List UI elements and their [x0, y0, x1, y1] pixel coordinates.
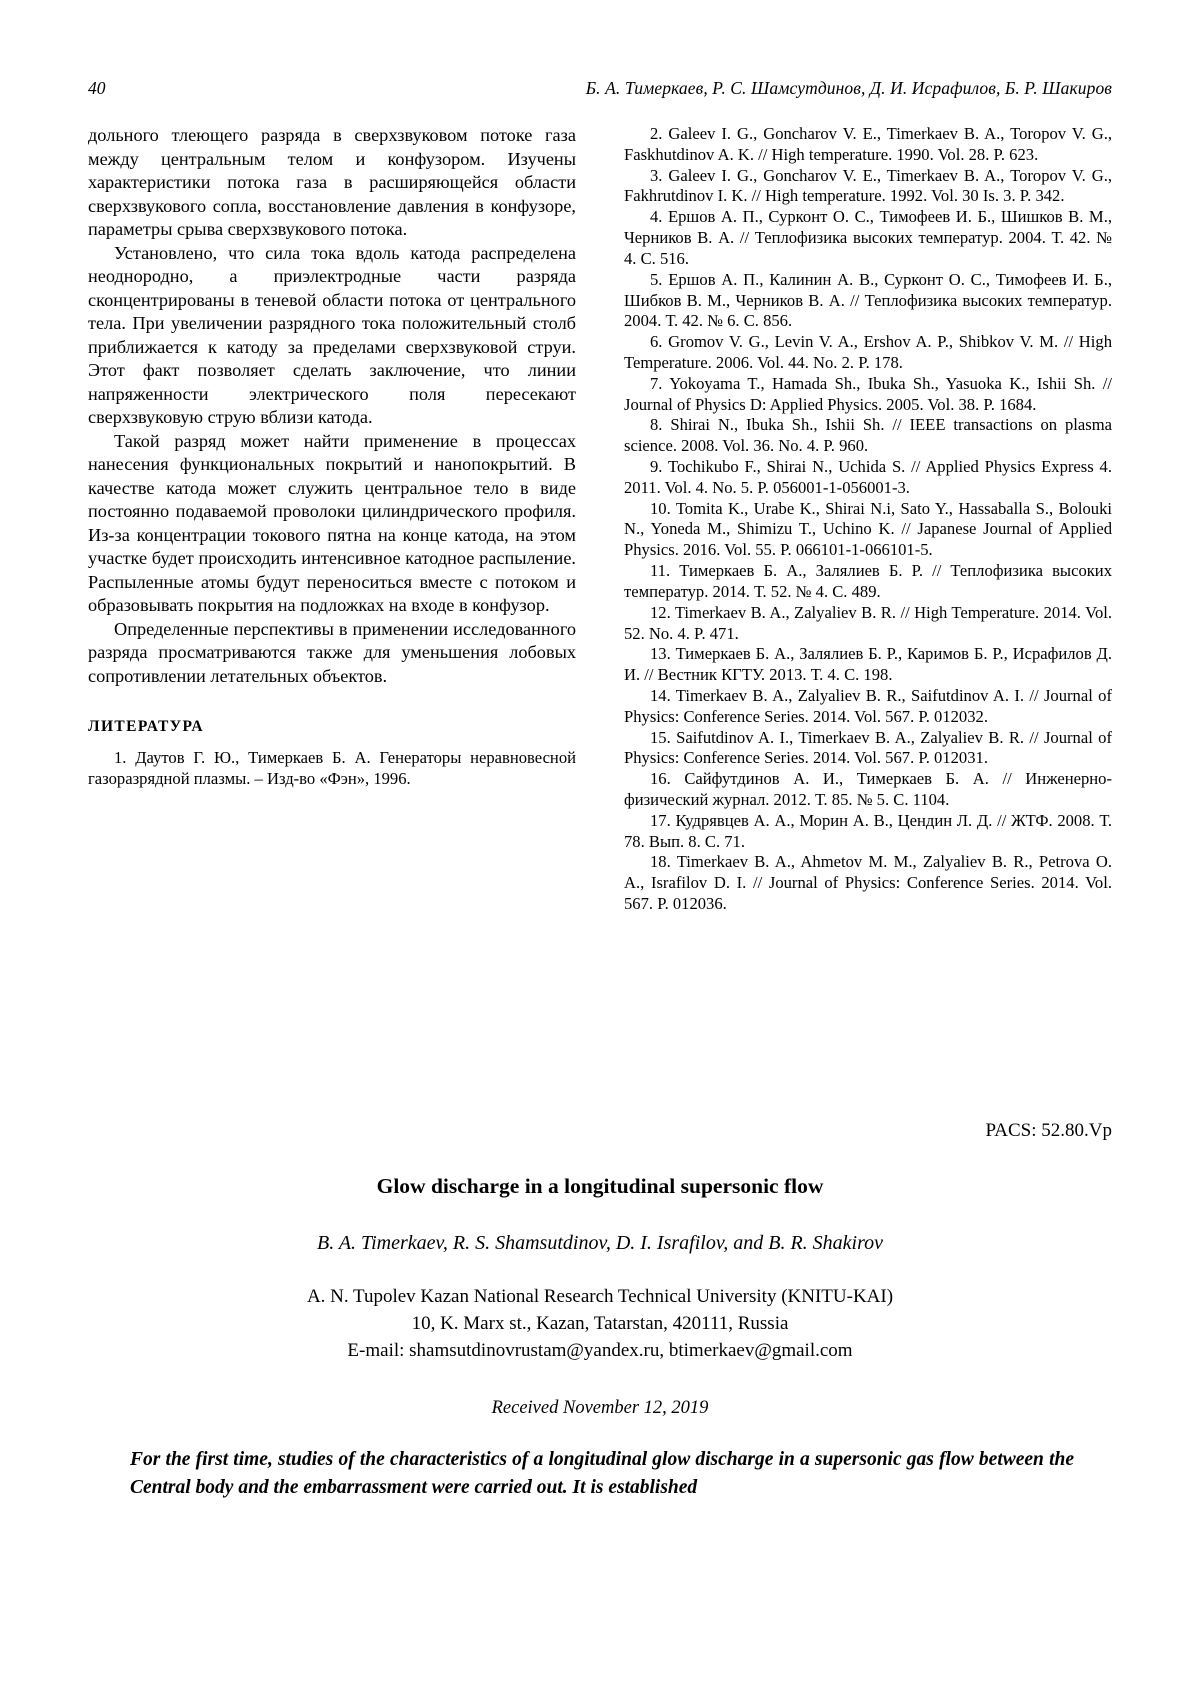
- reference-item: 7. Yokoyama T., Hamada Sh., Ibuka Sh., Yasuoka K., Ishii Sh. // Journal of Physics D: Applied Physics. 2005. Vol. 38. P. 1684.: [624, 373, 1112, 414]
- reference-item: 6. Gromov V. G., Levin V. A., Ershov A. P., Shibkov V. M. // High Temperature. 2006. Vol. 44. No. 2. P. 178.: [624, 332, 1112, 372]
- running-header: [88, 78, 1112, 99]
- paragraph: Установлено, что сила тока вдоль катода распределена неоднородно, а приэлектродные части разряда сконцентрированы в теневой области потока от центрального тела. При увеличении разрядного тока положительный столб приближается к катоду за пределами сверхзвуковой струи. Этот факт позволяет сделать заключение, что линии напряженности электрического поля пересекают сверхзвуковую струю вблизи катода.: [88, 242, 576, 427]
- reference-item: 18. Timerkaev B. A., Ahmetov M. M., Zalyaliev B. R., Petrova O. A., Israfilov D. I. // Journal of Physics: Conference Series. 2014. Vol. 567. P. 012036.: [624, 852, 1112, 914]
- reference-item: 17. Кудрявцев А. А., Морин А. В., Цендин Л. Д. // ЖТФ. 2008. Т. 78. Вып. 8. С. 71.: [624, 810, 1112, 851]
- reference-item: 5. Ершов А. П., Калинин А. В., Сурконт О. С., Тимофеев И. Б., Шибков В. М., Черников В. А. // Теплофизика высоких температур. 2004. Т. 42. № 6. С. 856.: [624, 269, 1112, 331]
- pacs-code: PACS: 52.80.Vp: [985, 1120, 1112, 1141]
- paragraph: дольного тлеющего разряда в сверхзвуковом потоке газа между центральным телом и конфузором. Изучены характеристики потока газа в расширяющейся области сверхзвукового сопла, восстановление давления в конфузоре, параметры срыва сверхзвукового потока.: [88, 125, 576, 239]
- reference-item: 1. Даутов Г. Ю., Тимеркаев Б. А. Генераторы неравновесной газоразрядной плазмы. – Изд-во «Фэн», 1996.: [88, 748, 576, 788]
- body-columns: [88, 124, 1112, 915]
- affiliation-line: 10, K. Marx st., Kazan, Tatarstan, 420111, Russia: [411, 1312, 789, 1334]
- reference-item: 11. Тимеркаев Б. А., Залялиев Б. Р. // Теплофизика высоких температур. 2014. Т. 52. № 4. С. 489.: [624, 561, 1112, 601]
- right-column: [624, 124, 1112, 915]
- affiliation-line: A. N. Tupolev Kazan National Research Technical University (KNITU-KAI): [306, 1286, 894, 1307]
- reference-item: 2. Galeev I. G., Goncharov V. E., Timerkaev B. A., Toropov V. G., Faskhutdinov A. K. // High temperature. 1990. Vol. 28. P. 623.: [624, 124, 1112, 164]
- english-authors: B. A. Timerkaev, R. S. Shamsutdinov, D. I. Israfilov, and B. R. Shakirov: [316, 1232, 884, 1254]
- reference-item: 16. Сайфутдинов А. И., Тимеркаев Б. А. // Инженерно-физический журнал. 2012. Т. 85. № 5. С. 1104.: [624, 769, 1112, 809]
- reference-item: 4. Ершов А. П., Сурконт О. С., Тимофеев И. Б., Шишков В. М., Черников В. А. // Теплофизика высоких температур. 2004. Т. 42. № 4. С. 516.: [624, 207, 1112, 268]
- english-title: Glow discharge in a longitudinal supersonic flow: [376, 1174, 824, 1198]
- reference-item: 12. Timerkaev B. A., Zalyaliev B. R. // High Temperature. 2014. Vol. 52. No. 4. P. 471.: [624, 602, 1112, 643]
- reference-item: 9. Tochikubo F., Shirai N., Uchida S. // Applied Physics Express 4. 2011. Vol. 4. No. 5. P. 056001-1-056001-3.: [624, 457, 1112, 497]
- reference-item: 8. Shirai N., Ibuka Sh., Ishii Sh. // IEEE transactions on plasma science. 2008. Vol. 36. No. 4. P. 960.: [624, 415, 1112, 456]
- left-column: [88, 124, 576, 915]
- reference-item: 14. Timerkaev B. A., Zalyaliev B. R., Saifutdinov A. I. // Journal of Physics: Conference Series. 2014. Vol. 567. P. 012032.: [624, 685, 1112, 726]
- references-heading: ЛИТЕРАТУРА: [88, 718, 204, 735]
- reference-item: 13. Тимеркаев Б. А., Залялиев Б. Р., Каримов Б. Р., Исрафилов Д. И. // Вестник КГТУ. 2013. Т. 4. С. 198.: [624, 644, 1112, 685]
- reference-item: 3. Galeev I. G., Goncharov V. E., Timerkaev B. A., Toropov V. G., Fakhrutdinov I. K. // High temperature. 1992. Vol. 30 Is. 3. P. 342.: [624, 165, 1112, 206]
- affiliation-block: [88, 1284, 1112, 1365]
- received-date: Received November 12, 2019: [491, 1398, 709, 1418]
- reference-item: 15. Saifutdinov A. I., Timerkaev B. A., Zalyaliev B. R. // Journal of Physics: Conference Series. 2014. Vol. 567. P. 012031.: [624, 727, 1112, 768]
- page-number: 40: [88, 78, 106, 98]
- paragraph: Такой разряд может найти применение в процессах нанесения функциональных покрытий и нанопокрытий. В качестве катода может служить центральное тело в виде постоянно подаваемой проволоки цилиндрического профиля. Из-за концентрации токового пятна на конце катода, на этом участке будет происходить интенсивное катодное распыление. Распыленные атомы будут переноситься вместе с потоком и образовывать покрытия на подложках на входе в конфузор.: [88, 430, 576, 615]
- email-line: E-mail: shamsutdinovrustam@yandex.ru, btimerkaev@gmail.com: [347, 1339, 853, 1361]
- paragraph: Определенные перспективы в применении исследованного разряда просматриваются также для уменьшения лобовых сопротивлении летательных объектов.: [88, 618, 576, 686]
- english-abstract: For the first time, studies of the characteristics of a longitudinal glow discharge in a supersonic gas flow between the Central body and the embarrassment were carried out. It is established: [130, 1449, 1074, 1498]
- running-authors: Б. А. Тимеркаев, Р. С. Шамсутдинов, Д. И. Исрафилов, Б. Р. Шакиров: [585, 78, 1112, 98]
- reference-item: 10. Tomita K., Urabe K., Shirai N.i, Sato Y., Hassaballa S., Bolouki N., Yoneda M., Shimizu T., Uchino K. // Japanese Journal of Applied Physics. 2016. Vol. 55. P. 066101-1-066101-5.: [624, 498, 1112, 560]
